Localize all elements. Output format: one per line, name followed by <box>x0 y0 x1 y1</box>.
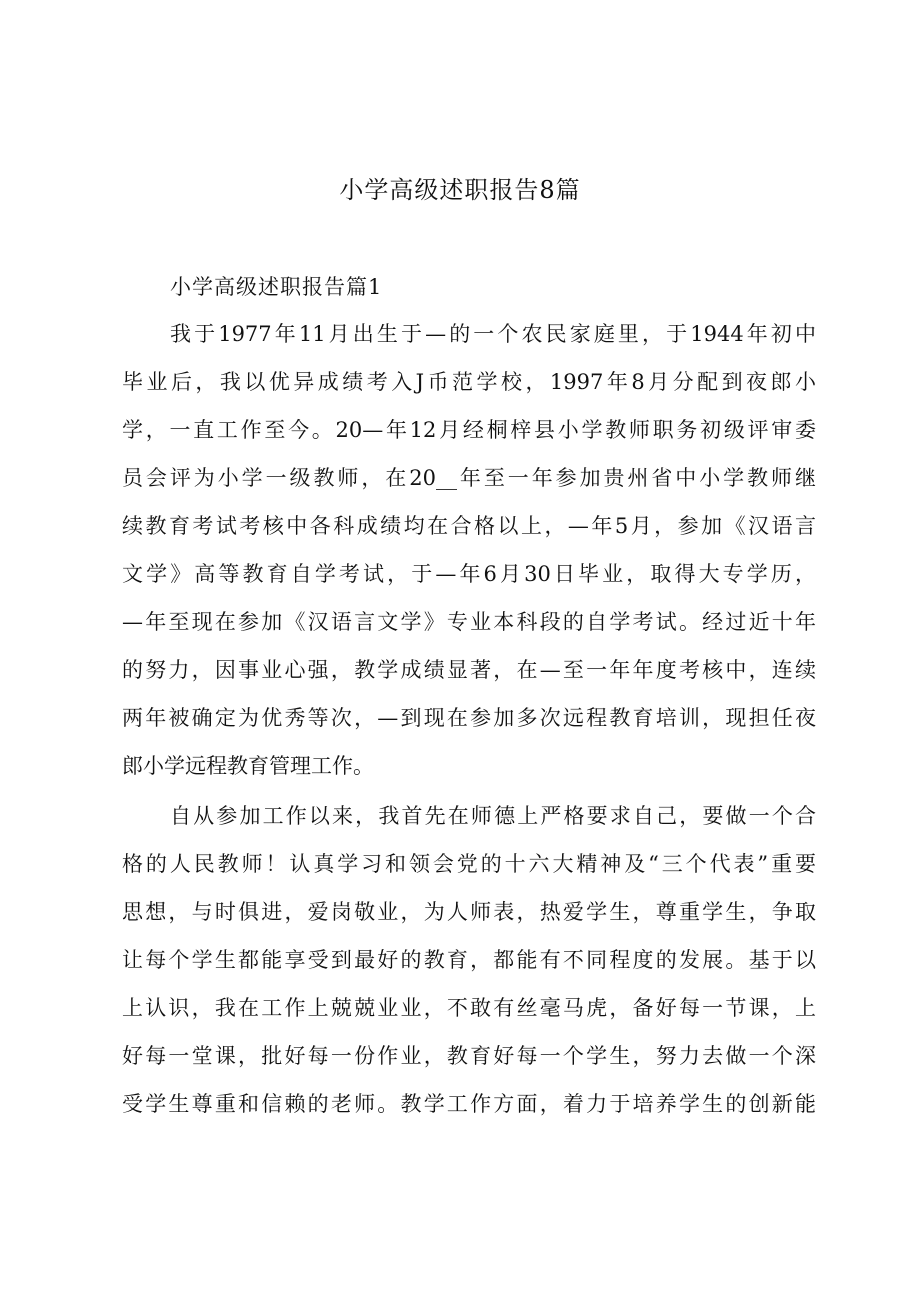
document-title: 小学高级述职报告8篇 <box>339 176 581 204</box>
paragraph-2-line: 好每一堂课，批好每一份作业，教育好每一个学生，努力去做一个深 <box>122 1044 816 1068</box>
paragraph-1-line: 学，一直工作至今。20—年12月经桐梓县小学教师职务初级评审委 <box>122 418 816 442</box>
paragraph-2-line: 思想，与时俱进，爱岗敬业，为人师表，热爱学生，尊重学生，争取 <box>122 900 816 924</box>
paragraph-1-line: 两年被确定为优秀等次，—到现在参加多次远程教育培训，现担任夜 <box>122 706 816 730</box>
section-heading: 小学高级述职报告篇1 <box>170 275 383 299</box>
paragraph-2-line: 格的人民教师！认真学习和领会党的十六大精神及“三个代表”重要 <box>122 852 816 876</box>
paragraph-1-line: 的努力，因事业心强，教学成绩显著，在—至一年年度考核中，连续 <box>122 658 816 682</box>
paragraph-1-line: —年至现在参加《汉语言文学》专业本科段的自学考试。经过近十年 <box>122 610 816 634</box>
paragraph-1-line: 郎小学远程教育管理工作。 <box>122 754 374 778</box>
paragraph-1-line: 我于1977年11月出生于—的一个农民家庭里，于1944年初中 <box>170 322 816 346</box>
paragraph-1-line: 续教育考试考核中各科成绩均在合格以上，—年5月，参加《汉语言 <box>122 514 816 538</box>
paragraph-2-line: 上认识，我在工作上兢兢业业，不敢有丝毫马虎，备好每一节课，上 <box>122 996 816 1020</box>
paragraph-1-line: 毕业后，我以优异成绩考入J币范学校，1997年8月分配到夜郎小 <box>122 370 816 394</box>
paragraph-2-line: 自从参加工作以来，我首先在师德上严格要求自己，要做一个合 <box>170 804 816 828</box>
paragraph-1-line: 员会评为小学一级教师，在20__年至一年参加贵州省中小学教师继 <box>122 466 816 490</box>
paragraph-2-line: 受学生尊重和信赖的老师。教学工作方面，着力于培养学生的创新能 <box>122 1092 816 1116</box>
paragraph-2-line: 让每个学生都能享受到最好的教育，都能有不同程度的发展。基于以 <box>122 948 816 972</box>
paragraph-1-line: 文学》高等教育自学考试，于—年6月30日毕业，取得大专学历， <box>122 562 816 586</box>
